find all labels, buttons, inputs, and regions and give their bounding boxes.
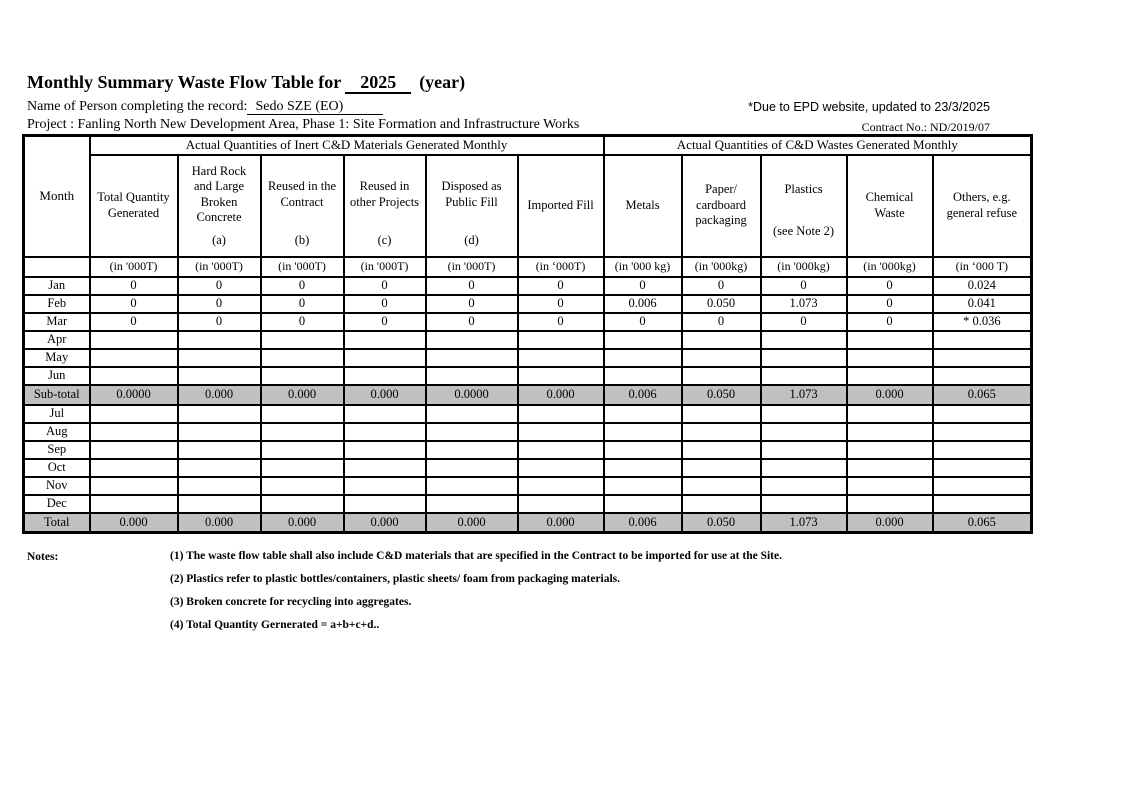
- column-label: Plastics: [784, 182, 823, 197]
- value-cell: [761, 331, 847, 349]
- value-cell: [761, 441, 847, 459]
- value-cell: [90, 441, 178, 459]
- value-cell: [518, 367, 604, 385]
- value-cell: [933, 331, 1032, 349]
- title-suffix: (year): [419, 72, 466, 92]
- value-cell: [178, 349, 261, 367]
- value-cell: [344, 349, 426, 367]
- value-cell: [847, 423, 933, 441]
- note-item-1: (1) The waste flow table shall also include C&D materials that are specified in the Contract to be imported for use at the Site.: [170, 550, 782, 562]
- value-cell: [344, 441, 426, 459]
- value-cell: [178, 477, 261, 495]
- value-cell: [90, 495, 178, 513]
- column-header-6: [518, 155, 604, 257]
- column-label: Chemical Waste: [865, 189, 914, 220]
- column-sublabel: (d): [464, 233, 479, 247]
- contract-number: Contract No.: ND/2019/07: [861, 120, 990, 134]
- unit-cell-8: (in '000kg): [682, 257, 761, 277]
- value-cell: [344, 423, 426, 441]
- value-cell: [847, 459, 933, 477]
- value-cell: 0: [426, 295, 518, 313]
- column-header-5: [426, 155, 518, 257]
- value-cell: [426, 441, 518, 459]
- value-cell: [933, 477, 1032, 495]
- record-person-value: Sedo SZE (EO): [247, 99, 383, 115]
- value-cell: [90, 459, 178, 477]
- value-cell: 0: [682, 313, 761, 331]
- column-sublabel: (b): [294, 233, 310, 247]
- value-cell: [933, 495, 1032, 513]
- value-cell: [261, 331, 344, 349]
- column-sublabel: (a): [212, 233, 226, 247]
- value-cell: 0.006: [604, 385, 682, 405]
- table-row-feb: [24, 295, 1032, 313]
- column-label: Others, e.g. general refuse: [946, 189, 1018, 220]
- value-cell: 0: [90, 277, 178, 295]
- value-cell: 0: [261, 295, 344, 313]
- unit-cell-4: (in '000T): [344, 257, 426, 277]
- value-cell: [933, 441, 1032, 459]
- value-cell: 0: [682, 277, 761, 295]
- value-cell: * 0.036: [933, 313, 1032, 331]
- value-cell: [682, 477, 761, 495]
- unit-cell-1: (in '000T): [90, 257, 178, 277]
- notes-list: [170, 549, 782, 641]
- value-cell: 0.000: [261, 385, 344, 405]
- value-cell: [682, 423, 761, 441]
- value-cell: [682, 441, 761, 459]
- column-label: Reused in the Contract: [267, 179, 337, 209]
- value-cell: [426, 367, 518, 385]
- month-cell: May: [24, 349, 90, 367]
- value-cell: [426, 459, 518, 477]
- value-cell: [261, 367, 344, 385]
- month-cell: Jul: [24, 405, 90, 423]
- value-cell: 0.065: [933, 513, 1032, 533]
- column-sublabel: (c): [377, 233, 392, 247]
- value-cell: [933, 367, 1032, 385]
- value-cell: [604, 367, 682, 385]
- value-cell: [933, 459, 1032, 477]
- table-row-may: [24, 349, 1032, 367]
- value-cell: [344, 459, 426, 477]
- group-header-1: Actual Quantities of Inert C&D Materials Generated Monthly: [90, 136, 604, 155]
- value-cell: [261, 441, 344, 459]
- month-cell: Aug: [24, 423, 90, 441]
- value-cell: 0.0000: [90, 385, 178, 405]
- value-cell: [178, 405, 261, 423]
- value-cell: [847, 495, 933, 513]
- table-row-sub-total: [24, 385, 1032, 405]
- month-cell: Jan: [24, 277, 90, 295]
- notes-label: Notes:: [27, 551, 59, 563]
- value-cell: [604, 459, 682, 477]
- value-cell: 0.065: [933, 385, 1032, 405]
- value-cell: 0: [761, 277, 847, 295]
- record-person-line: [27, 99, 383, 115]
- value-cell: [426, 423, 518, 441]
- value-cell: [518, 331, 604, 349]
- units-row: [24, 257, 1032, 277]
- value-cell: [847, 477, 933, 495]
- value-cell: [426, 495, 518, 513]
- table-row-dec: [24, 495, 1032, 513]
- table-row-mar: [24, 313, 1032, 331]
- value-cell: 0.000: [518, 513, 604, 533]
- value-cell: 0: [90, 295, 178, 313]
- value-cell: [344, 331, 426, 349]
- value-cell: 0.000: [90, 513, 178, 533]
- column-label: Paper/ cardboard packaging: [695, 182, 747, 228]
- table-row-apr: [24, 331, 1032, 349]
- column-label: Total Quantity Generated: [97, 189, 170, 220]
- value-cell: [518, 477, 604, 495]
- value-cell: 0: [847, 313, 933, 331]
- record-person-label: Name of Person completing the record:: [27, 99, 248, 114]
- value-cell: 0.006: [604, 295, 682, 313]
- unit-cell-9: (in '000kg): [761, 257, 847, 277]
- value-cell: [518, 349, 604, 367]
- value-cell: [933, 349, 1032, 367]
- value-cell: [518, 405, 604, 423]
- note-item-3: (3) Broken concrete for recycling into aggregates.: [170, 596, 412, 608]
- column-header-9: [761, 155, 847, 257]
- project-title: Project : Fanling North New Development Area, Phase 1: Site Formation and Infrastructure Works: [27, 117, 579, 135]
- value-cell: [761, 367, 847, 385]
- value-cell: [178, 495, 261, 513]
- value-cell: [518, 423, 604, 441]
- value-cell: 0.0000: [426, 385, 518, 405]
- value-cell: 0.000: [261, 513, 344, 533]
- value-cell: [604, 477, 682, 495]
- column-label: Disposed as Public Fill: [441, 179, 502, 209]
- value-cell: 0: [518, 295, 604, 313]
- units-month-cell: [24, 257, 90, 277]
- column-header-1: [90, 155, 178, 257]
- value-cell: [344, 405, 426, 423]
- value-cell: 0: [178, 313, 261, 331]
- value-cell: 0: [761, 313, 847, 331]
- value-cell: [426, 477, 518, 495]
- value-cell: [178, 423, 261, 441]
- group-header-row: [24, 136, 1032, 155]
- value-cell: [426, 331, 518, 349]
- column-sublabel: (see Note 2): [773, 224, 835, 238]
- value-cell: 0: [847, 295, 933, 313]
- table-row-sep: [24, 441, 1032, 459]
- value-cell: [682, 349, 761, 367]
- month-cell: Nov: [24, 477, 90, 495]
- value-cell: [518, 441, 604, 459]
- value-cell: [261, 459, 344, 477]
- column-label: Reused in other Projects: [349, 179, 420, 209]
- value-cell: 0.050: [682, 513, 761, 533]
- value-cell: 1.073: [761, 295, 847, 313]
- column-header-10: [847, 155, 933, 257]
- month-cell: Dec: [24, 495, 90, 513]
- value-cell: [847, 331, 933, 349]
- unit-cell-3: (in '000T): [261, 257, 344, 277]
- table-row-aug: [24, 423, 1032, 441]
- value-cell: [604, 423, 682, 441]
- value-cell: 0.000: [426, 513, 518, 533]
- value-cell: [178, 367, 261, 385]
- table-row-jan: [24, 277, 1032, 295]
- value-cell: 0.000: [178, 513, 261, 533]
- unit-cell-10: (in '000kg): [847, 257, 933, 277]
- value-cell: [761, 423, 847, 441]
- value-cell: [261, 477, 344, 495]
- value-cell: [90, 367, 178, 385]
- value-cell: [604, 441, 682, 459]
- table-row-total: [24, 513, 1032, 533]
- unit-cell-7: (in '000 kg): [604, 257, 682, 277]
- value-cell: 0.041: [933, 295, 1032, 313]
- value-cell: [426, 405, 518, 423]
- page-title: [27, 72, 465, 93]
- column-header-2: [178, 155, 261, 257]
- value-cell: [344, 495, 426, 513]
- value-cell: 0: [261, 313, 344, 331]
- table-row-jun: [24, 367, 1032, 385]
- value-cell: 0: [344, 295, 426, 313]
- value-cell: [90, 423, 178, 441]
- column-label: Imported Fill: [527, 197, 594, 212]
- value-cell: 0: [604, 277, 682, 295]
- unit-cell-6: (in ‘000T): [518, 257, 604, 277]
- table-row-jul: [24, 405, 1032, 423]
- value-cell: [682, 367, 761, 385]
- value-cell: 0: [261, 277, 344, 295]
- month-cell: Sep: [24, 441, 90, 459]
- value-cell: [90, 349, 178, 367]
- value-cell: [604, 405, 682, 423]
- unit-cell-2: (in '000T): [178, 257, 261, 277]
- value-cell: [426, 349, 518, 367]
- table-row-oct: [24, 459, 1032, 477]
- value-cell: [761, 459, 847, 477]
- value-cell: [90, 477, 178, 495]
- column-header-row: [24, 155, 1032, 257]
- unit-cell-11: (in ‘000 T): [933, 257, 1032, 277]
- value-cell: [682, 331, 761, 349]
- value-cell: 0: [178, 277, 261, 295]
- value-cell: 0.000: [847, 385, 933, 405]
- value-cell: [90, 405, 178, 423]
- note-item-2: (2) Plastics refer to plastic bottles/containers, plastic sheets/ foam from packaging materials.: [170, 573, 621, 585]
- value-cell: [682, 495, 761, 513]
- value-cell: 1.073: [761, 385, 847, 405]
- value-cell: [518, 495, 604, 513]
- column-header-7: [604, 155, 682, 257]
- month-cell: Apr: [24, 331, 90, 349]
- value-cell: [933, 405, 1032, 423]
- value-cell: 0: [344, 277, 426, 295]
- value-cell: 0: [847, 277, 933, 295]
- value-cell: 0.000: [344, 513, 426, 533]
- value-cell: 0.000: [178, 385, 261, 405]
- value-cell: 0.000: [847, 513, 933, 533]
- value-cell: [933, 423, 1032, 441]
- month-cell: Oct: [24, 459, 90, 477]
- epd-update-note: *Due to EPD website, updated to 23/3/2025: [748, 100, 990, 114]
- value-cell: [847, 349, 933, 367]
- column-label: Metals: [625, 197, 660, 212]
- value-cell: 0: [518, 277, 604, 295]
- value-cell: [761, 477, 847, 495]
- column-header-3: [261, 155, 344, 257]
- value-cell: 0: [426, 277, 518, 295]
- value-cell: [90, 331, 178, 349]
- value-cell: [518, 459, 604, 477]
- column-label: Hard Rock and Large Broken Concrete: [191, 163, 247, 225]
- unit-cell-5: (in '000T): [426, 257, 518, 277]
- value-cell: 0: [426, 313, 518, 331]
- value-cell: 0: [178, 295, 261, 313]
- value-cell: [261, 405, 344, 423]
- value-cell: 0.050: [682, 385, 761, 405]
- value-cell: 0.000: [518, 385, 604, 405]
- value-cell: [847, 405, 933, 423]
- month-column-header: Month: [24, 136, 90, 257]
- value-cell: 0.000: [344, 385, 426, 405]
- value-cell: [604, 331, 682, 349]
- value-cell: [344, 367, 426, 385]
- value-cell: [682, 405, 761, 423]
- group-header-2: Actual Quantities of C&D Wastes Generated Monthly: [604, 136, 1032, 155]
- title-year-value: 2025: [345, 72, 411, 94]
- value-cell: [261, 423, 344, 441]
- value-cell: [847, 367, 933, 385]
- table-row-nov: [24, 477, 1032, 495]
- value-cell: [261, 349, 344, 367]
- month-cell: Jun: [24, 367, 90, 385]
- value-cell: 0.006: [604, 513, 682, 533]
- column-header-8: [682, 155, 761, 257]
- value-cell: [604, 495, 682, 513]
- value-cell: 0: [344, 313, 426, 331]
- value-cell: 0.024: [933, 277, 1032, 295]
- value-cell: [761, 495, 847, 513]
- month-cell: Sub-total: [24, 385, 90, 405]
- month-cell: Total: [24, 513, 90, 533]
- value-cell: [178, 459, 261, 477]
- value-cell: 0: [90, 313, 178, 331]
- waste-flow-table: [22, 134, 1033, 534]
- value-cell: [178, 331, 261, 349]
- month-cell: Feb: [24, 295, 90, 313]
- column-header-11: [933, 155, 1032, 257]
- value-cell: 0.050: [682, 295, 761, 313]
- value-cell: 0: [604, 313, 682, 331]
- value-cell: [847, 441, 933, 459]
- column-header-4: [344, 155, 426, 257]
- value-cell: [761, 349, 847, 367]
- value-cell: [178, 441, 261, 459]
- month-cell: Mar: [24, 313, 90, 331]
- value-cell: 0: [518, 313, 604, 331]
- title-prefix: Monthly Summary Waste Flow Table for: [27, 72, 342, 92]
- value-cell: [604, 349, 682, 367]
- value-cell: [682, 459, 761, 477]
- value-cell: 1.073: [761, 513, 847, 533]
- value-cell: [761, 405, 847, 423]
- value-cell: [261, 495, 344, 513]
- value-cell: [344, 477, 426, 495]
- note-item-4: (4) Total Quantity Gernerated = a+b+c+d..: [170, 619, 380, 631]
